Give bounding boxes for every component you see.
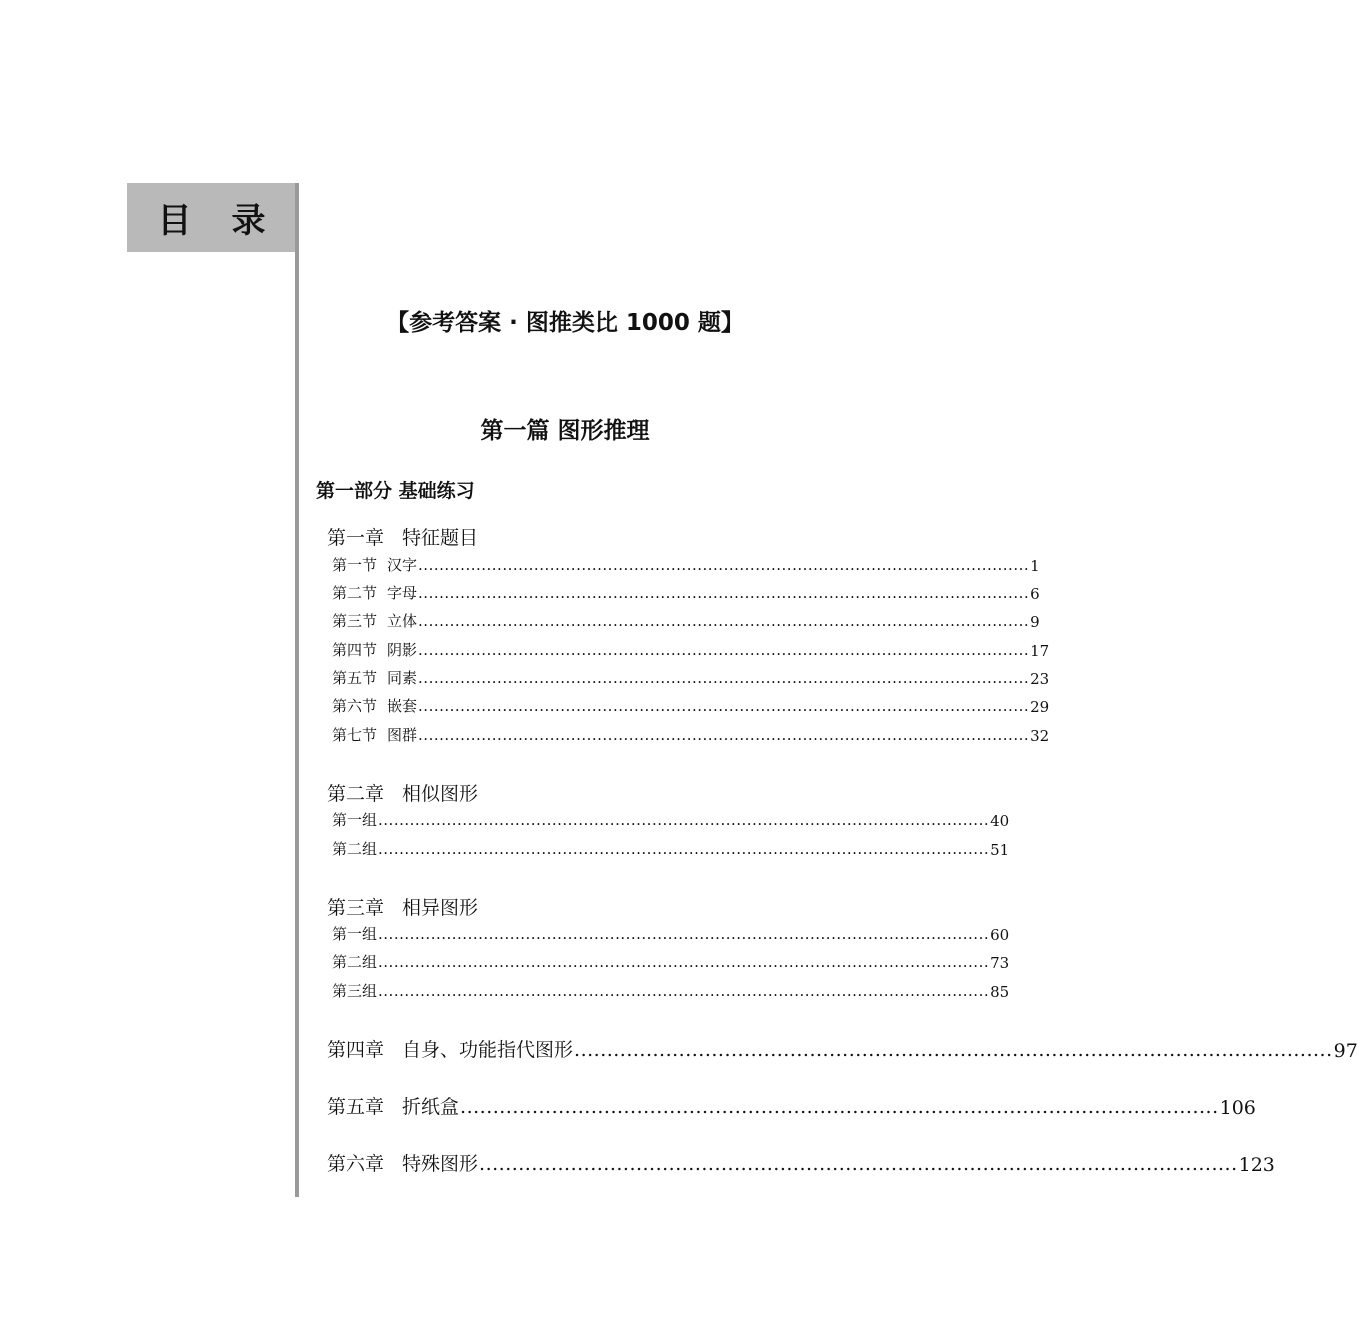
dot-leader: .................................................................................................................... — [418, 726, 1030, 744]
section-title: 第一部分 基础练习 — [316, 480, 475, 502]
dot-leader: .................................................................................................................... — [378, 982, 990, 1000]
dot-leader: .................................................................................................................... — [460, 1096, 1219, 1118]
dot-leader: .................................................................................................................... — [418, 612, 1030, 630]
toc-entry[interactable] — [332, 581, 1040, 603]
chapter-number: 第六章 — [327, 1153, 385, 1175]
toc-heading-char-1: 目 — [157, 201, 194, 241]
dot-leader: .................................................................................................................... — [574, 1039, 1333, 1061]
page-number: 9 — [1030, 613, 1040, 631]
chapter-number: 第五章 — [327, 1096, 385, 1118]
page-number: 32 — [1030, 727, 1050, 745]
toc-entry[interactable] — [332, 609, 1040, 631]
toc-entry[interactable] — [332, 723, 1050, 745]
page-number: 17 — [1030, 642, 1050, 660]
dot-leader: .................................................................................................................... — [378, 953, 990, 971]
toc-heading-tab — [127, 183, 298, 252]
toc-entry[interactable] — [332, 666, 1050, 688]
chapter-name: 特殊图形 — [402, 1153, 479, 1175]
chapter-name: 特征题目 — [402, 527, 479, 549]
dot-leader: .................................................................................................................... — [418, 669, 1030, 687]
dot-leader: .................................................................................................................... — [418, 584, 1030, 602]
entry-label: 第二组 — [332, 953, 378, 971]
dot-leader: .................................................................................................................... — [378, 840, 990, 858]
page-number: 40 — [990, 812, 1010, 830]
dot-leader: .................................................................................................................... — [418, 697, 1030, 715]
entry-label: 第二组 — [332, 840, 378, 858]
entry-label: 汉字 — [387, 556, 418, 574]
entry-label: 嵌套 — [387, 697, 418, 715]
chapter-name: 自身、功能指代图形 — [402, 1039, 574, 1061]
page-number: 29 — [1030, 698, 1050, 716]
toc-entry[interactable] — [332, 837, 1010, 859]
page-number: 123 — [1238, 1154, 1275, 1176]
toc-entry[interactable] — [332, 922, 1010, 944]
entry-label: 字母 — [387, 584, 418, 602]
page-number: 23 — [1030, 670, 1050, 688]
page-number: 51 — [990, 841, 1010, 859]
entry-label: 第三组 — [332, 982, 378, 1000]
chapter-name: 相似图形 — [402, 783, 479, 805]
entry-label: 第一组 — [332, 811, 378, 829]
page-number: 1 — [1030, 557, 1040, 575]
dot-leader: .................................................................................................................... — [378, 925, 990, 943]
entry-number: 第七节 — [332, 726, 378, 744]
chapter-number: 第四章 — [327, 1039, 385, 1061]
entry-number: 第三节 — [332, 612, 378, 630]
entry-number: 第一节 — [332, 556, 378, 574]
chapter-name: 相异图形 — [402, 897, 479, 919]
entry-label: 第一组 — [332, 925, 378, 943]
toc-entry[interactable] — [332, 638, 1050, 660]
page-number: 106 — [1219, 1097, 1256, 1119]
page-number: 85 — [990, 983, 1010, 1001]
toc-entry[interactable] — [332, 808, 1010, 830]
entry-number: 第四节 — [332, 641, 378, 659]
entry-number: 第五节 — [332, 669, 378, 687]
margin-rule — [295, 183, 299, 1197]
page-number: 97 — [1333, 1040, 1358, 1062]
chapter-2-heading — [327, 779, 478, 806]
chapter-1-heading — [327, 523, 478, 550]
entry-label: 图群 — [387, 726, 418, 744]
chapter-number: 第三章 — [327, 897, 385, 919]
chapter-3-heading — [327, 893, 478, 920]
toc-entry[interactable] — [332, 950, 1010, 972]
dot-leader: .................................................................................................................... — [378, 811, 990, 829]
chapter-number: 第一章 — [327, 527, 385, 549]
entry-label: 阴影 — [387, 641, 418, 659]
part-title: 第一篇 图形推理 — [480, 418, 650, 444]
toc-heading-char-2: 录 — [231, 201, 268, 241]
entry-label: 立体 — [387, 612, 418, 630]
book-title: 【参考答案 · 图推类比 1000 题】 — [386, 310, 744, 336]
toc-chapter-entry[interactable] — [327, 1091, 1256, 1119]
entry-number: 第二节 — [332, 584, 378, 602]
chapter-number: 第二章 — [327, 783, 385, 805]
dot-leader: .................................................................................................................... — [479, 1153, 1238, 1175]
page-number: 73 — [990, 954, 1010, 972]
toc-chapter-entry[interactable] — [327, 1148, 1275, 1176]
toc-entry[interactable] — [332, 553, 1040, 575]
page-number: 60 — [990, 926, 1010, 944]
chapter-name: 折纸盒 — [402, 1096, 460, 1118]
toc-entry[interactable] — [332, 694, 1050, 716]
toc-chapter-entry[interactable] — [327, 1034, 1358, 1062]
dot-leader: .................................................................................................................... — [418, 641, 1030, 659]
dot-leader: .................................................................................................................... — [418, 556, 1030, 574]
entry-label: 同素 — [387, 669, 418, 687]
page-number: 6 — [1030, 585, 1040, 603]
toc-entry[interactable] — [332, 979, 1010, 1001]
entry-number: 第六节 — [332, 697, 378, 715]
